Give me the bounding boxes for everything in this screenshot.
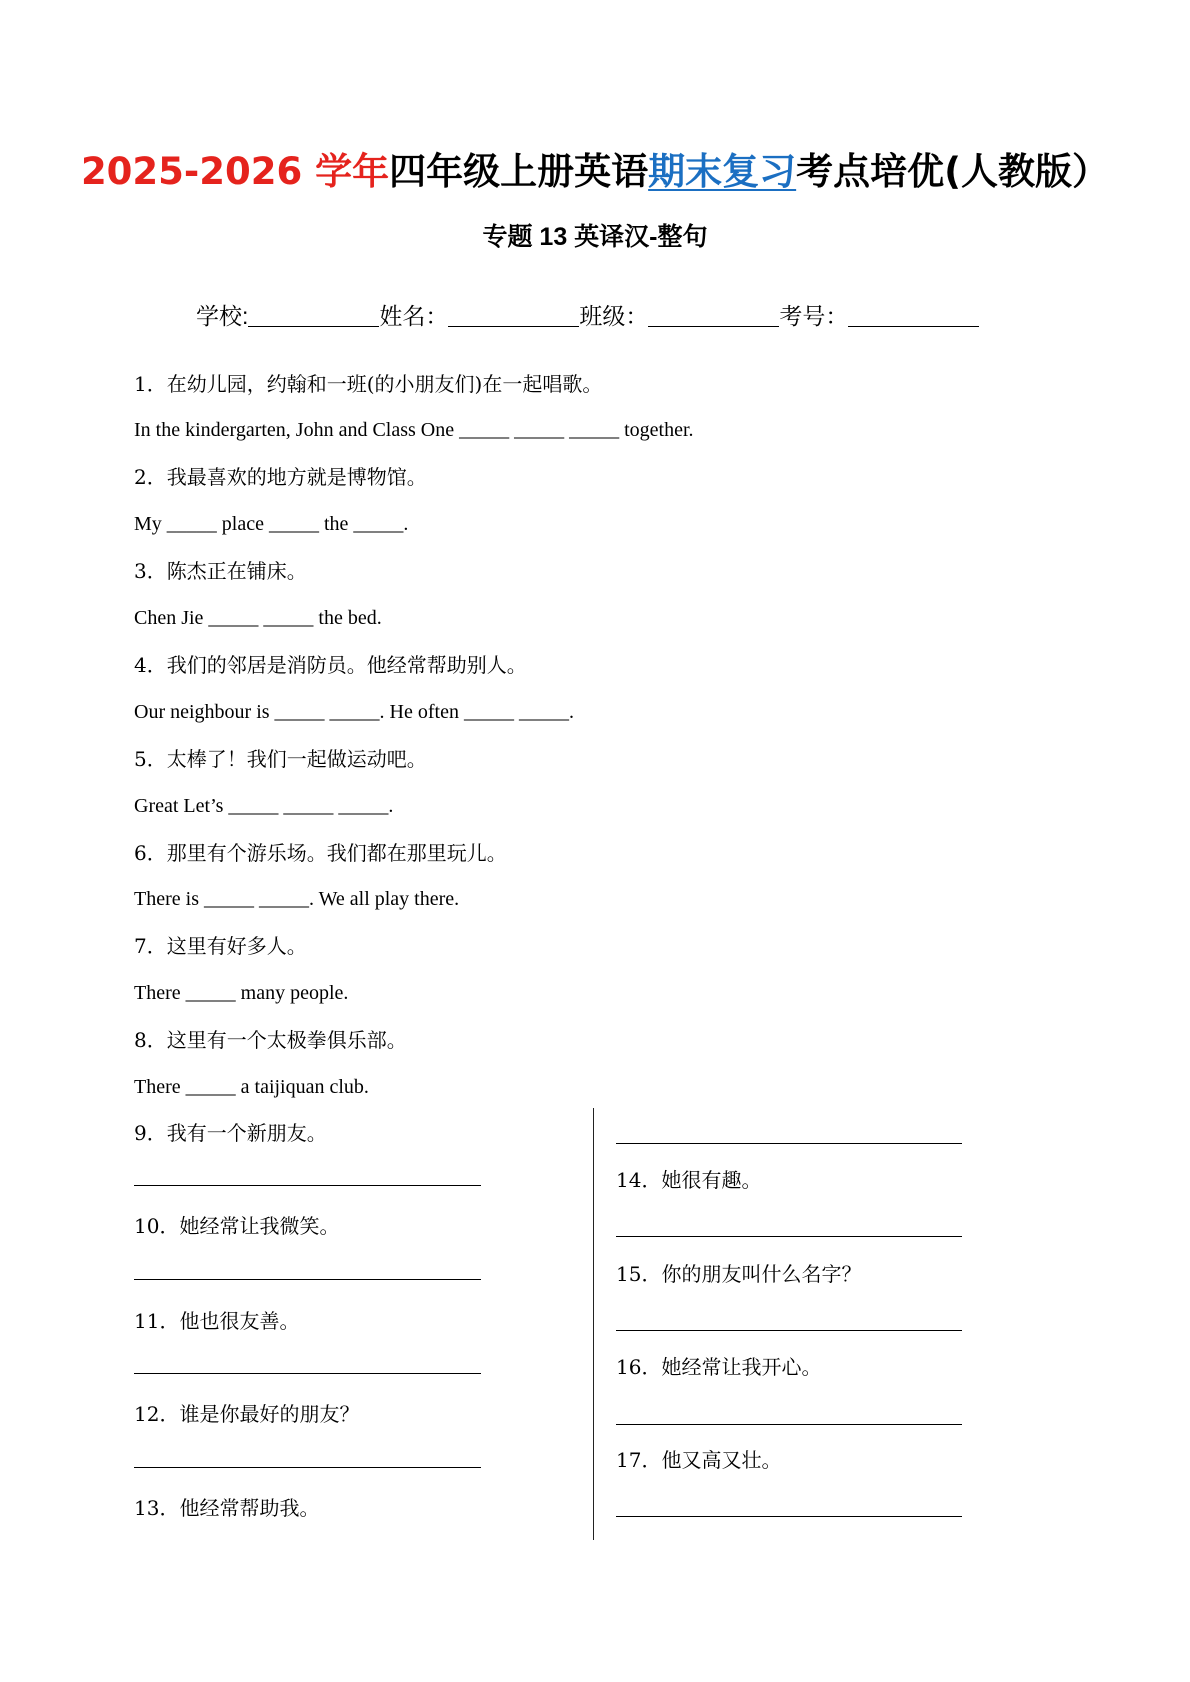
question-10: 10．她经常让我微笑。 (134, 1213, 340, 1238)
answer-line-9 (134, 1185, 481, 1186)
question-1-chinese: 1．在幼儿园，约翰和一班(的小朋友们)在一起唱歌。 (134, 371, 603, 396)
question-13: 13．他经常帮助我。 (134, 1495, 320, 1520)
class-label: 班级： (579, 303, 649, 329)
column-divider (593, 1108, 594, 1540)
question-16: 16．她经常让我开心。 (616, 1354, 822, 1379)
question-9: 9．我有一个新朋友。 (134, 1120, 327, 1145)
exam-number-label: 考号： (779, 303, 849, 329)
question-12: 12．谁是你最好的朋友？ (134, 1401, 360, 1426)
title-year: 2025-2026 学年 (80, 150, 390, 193)
title-grade-subject: 四年级上册英语 (389, 150, 649, 193)
student-info-line (196, 300, 979, 332)
class-blank (648, 306, 779, 327)
answer-line-11 (134, 1373, 481, 1374)
question-11: 11．他也很友善。 (134, 1308, 300, 1333)
school-label: 学校: (196, 303, 249, 329)
question-2-chinese: 2．我最喜欢的地方就是博物馆。 (134, 465, 427, 490)
question-2-english: My _____ place _____ the _____. (134, 513, 409, 536)
question-14: 14．她很有趣。 (616, 1167, 762, 1192)
question-4-english: Our neighbour is _____ _____. He often _____ _____. (134, 700, 574, 723)
question-7-chinese: 7．这里有好多人。 (134, 934, 307, 959)
school-blank (248, 306, 379, 327)
question-6-chinese: 6．那里有个游乐场。我们都在那里玩儿。 (134, 840, 507, 865)
answer-line-10 (134, 1279, 481, 1280)
exam-number-blank (848, 306, 979, 327)
question-4-chinese: 4．我们的邻居是消防员。他经常帮助别人。 (134, 652, 527, 677)
title-final-review: 期末复习 (648, 150, 797, 193)
question-8-chinese: 8．这里有一个太极拳俱乐部。 (134, 1028, 407, 1053)
question-15: 15．你的朋友叫什么名字？ (616, 1261, 862, 1286)
answer-line-13 (616, 1143, 962, 1144)
answer-line-17 (616, 1516, 962, 1517)
answer-line-16 (616, 1424, 962, 1425)
question-7-english: There _____ many people. (134, 982, 349, 1005)
answer-line-15 (616, 1330, 962, 1331)
answer-line-12 (134, 1467, 481, 1468)
question-5-chinese: 5．太棒了！我们一起做运动吧。 (134, 746, 427, 771)
title-edition: 考点培优(人教版） (796, 150, 1110, 193)
worksheet-title (0, 148, 1190, 196)
question-8-english: There _____ a taijiquan club. (134, 1075, 369, 1098)
answer-line-14 (616, 1236, 962, 1237)
name-blank (448, 306, 579, 327)
question-3-english: Chen Jie _____ _____ the bed. (134, 607, 382, 630)
name-label: 姓名： (379, 303, 449, 329)
question-1-english: In the kindergarten, John and Class One _____ _____ _____ together. (134, 419, 694, 442)
worksheet-subtitle: 专题 13 英译汉-整句 (482, 223, 708, 251)
question-6-english: There is _____ _____. We all play there. (134, 888, 460, 911)
question-5-english: Great Let’s _____ _____ _____. (134, 794, 394, 817)
fill-in-questions (134, 361, 694, 1111)
question-17: 17．他又高又壮。 (616, 1447, 782, 1472)
question-3-chinese: 3．陈杰正在铺床。 (134, 559, 307, 584)
